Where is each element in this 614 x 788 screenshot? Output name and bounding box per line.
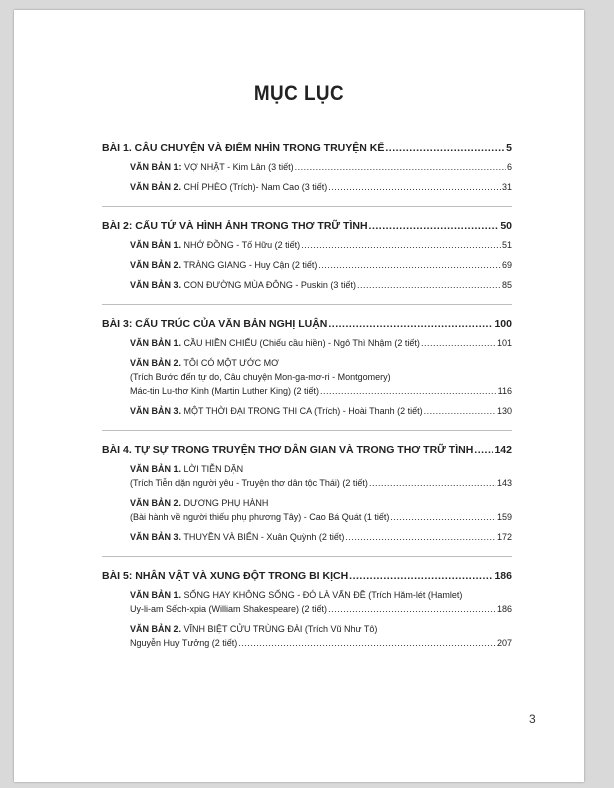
entry-title: SỐNG HAY KHÔNG SỐNG - ĐÓ LÀ VẤN ĐỀ (Trích Hăm-lét (Hamlet)	[181, 590, 463, 600]
toc-line-text	[130, 532, 344, 543]
document-page	[14, 10, 584, 782]
table-of-contents	[102, 142, 512, 662]
toc-line	[130, 358, 512, 369]
entry-label: VĂN BẢN 2.	[130, 182, 182, 192]
section-divider	[102, 304, 512, 305]
dot-leader	[301, 240, 501, 251]
dot-leader	[328, 318, 493, 331]
toc-page-number: 172	[496, 532, 512, 542]
toc-line	[130, 280, 512, 291]
toc-line-text: BÀI 2: CẤU TỨ VÀ HÌNH ẢNH TRONG THƠ TRỮ TÌNH	[102, 220, 368, 232]
toc-entry	[130, 162, 512, 173]
toc-line	[130, 182, 512, 193]
toc-page-number: 159	[496, 512, 512, 522]
dot-leader	[238, 638, 496, 649]
toc-page-number: 207	[496, 638, 512, 648]
section-divider	[102, 206, 512, 207]
dot-leader	[385, 142, 505, 155]
toc-page-number: 143	[496, 478, 512, 488]
toc-page-number: 31	[501, 182, 512, 192]
lesson-heading	[102, 318, 512, 331]
toc-entry	[130, 182, 512, 193]
toc-line-text	[130, 280, 356, 291]
entry-label: VĂN BẢN 2.	[130, 358, 182, 368]
toc-line-text: Uy-li-am Sếch-xpia (William Shakespeare) (2 tiết)	[130, 604, 328, 614]
toc-line-text	[130, 162, 294, 173]
toc-entry	[130, 338, 512, 349]
lesson-entries	[130, 590, 512, 649]
entry-title: TRÀNG GIANG - Huy Cận (2 tiết)	[181, 260, 318, 270]
toc-line	[130, 512, 512, 523]
entry-title: MỘT THỜI ĐẠI TRONG THI CA (Trích) - Hoài Thanh (2 tiết)	[181, 406, 423, 416]
toc-entry	[130, 358, 512, 397]
dot-leader	[369, 478, 496, 489]
toc-line-text	[130, 624, 377, 635]
toc-page-number: 5	[506, 142, 512, 154]
lesson-heading	[102, 444, 512, 457]
dot-leader	[424, 406, 496, 417]
lesson-heading	[102, 570, 512, 583]
toc-line	[130, 372, 512, 383]
dot-leader	[349, 570, 493, 583]
toc-line-text	[130, 406, 423, 417]
toc-line	[130, 338, 512, 349]
toc-line-text: BÀI 5: NHÂN VẬT VÀ XUNG ĐỘT TRONG BI KỊCH	[102, 570, 349, 582]
entry-title: VỢ NHẶT - Kim Lân (3 tiết)	[181, 162, 294, 172]
toc-page-number: 186	[494, 570, 512, 582]
toc-line-text	[130, 590, 462, 601]
toc-title: MỤC LỤC	[253, 82, 345, 105]
entry-label: VĂN BẢN 1.	[130, 338, 182, 348]
toc-line-text	[130, 498, 268, 509]
toc-line	[130, 638, 512, 649]
entry-label: VĂN BẢN 2.	[130, 624, 182, 634]
toc-page-number: 69	[501, 260, 512, 270]
entry-title: VĨNH BIỆT CỬU TRÙNG ĐÀI (Trích Vũ Như Tô)	[181, 624, 378, 634]
toc-page-number: 142	[494, 444, 512, 456]
dot-leader	[421, 338, 496, 349]
toc-entry	[130, 624, 512, 649]
dot-leader	[318, 260, 501, 271]
toc-line-text: Nguyễn Huy Tưởng (2 tiết)	[130, 638, 238, 648]
toc-line	[130, 604, 512, 615]
section-divider	[102, 556, 512, 557]
toc-entry	[130, 260, 512, 271]
toc-entry	[130, 280, 512, 291]
toc-entry	[130, 498, 512, 523]
toc-line-text: (Bài hành về người thiếu phụ phương Tây) - Cao Bá Quát (1 tiết)	[130, 512, 390, 522]
page-number: 3	[529, 712, 536, 726]
dot-leader	[369, 220, 500, 233]
toc-line	[130, 532, 512, 543]
entry-label: VĂN BẢN 1.	[130, 464, 182, 474]
dot-leader	[328, 604, 496, 615]
toc-line-text: Mác-tin Lu-thơ Kinh (Martin Luther King) (2 tiết)	[130, 386, 319, 396]
toc-line	[130, 240, 512, 251]
toc-line-text	[130, 358, 279, 369]
toc-line-text: (Trích Bước đến tự do, Câu chuyện Mon-ga-mơ-ri - Montgomery)	[130, 372, 391, 382]
entry-title: CHÍ PHÈO (Trích)- Nam Cao (3 tiết)	[181, 182, 328, 192]
toc-page-number: 51	[501, 240, 512, 250]
toc-page-number: 101	[496, 338, 512, 348]
lesson-heading	[102, 220, 512, 233]
toc-page-number: 100	[494, 318, 512, 330]
toc-entry	[130, 532, 512, 543]
toc-page-number: 50	[500, 220, 512, 232]
toc-line	[102, 318, 512, 331]
toc-page-number: 85	[501, 280, 512, 290]
toc-page-number: 130	[496, 406, 512, 416]
toc-line	[102, 444, 512, 457]
toc-line	[130, 478, 512, 489]
toc-line	[102, 220, 512, 233]
lesson-entries	[130, 162, 512, 193]
toc-line-text	[130, 464, 243, 475]
entry-title: CẦU HIỀN CHIẾU (Chiếu cầu hiền) - Ngô Thì Nhậm (2 tiết)	[181, 338, 420, 348]
dot-leader	[328, 182, 501, 193]
toc-entry	[130, 240, 512, 251]
toc-line	[130, 498, 512, 509]
entry-label: VĂN BẢN 2.	[130, 498, 182, 508]
toc-page-number: 186	[496, 604, 512, 614]
entry-label: VĂN BẢN 1.	[130, 240, 182, 250]
toc-line-text: BÀI 1. CÂU CHUYỆN VÀ ĐIỂM NHÌN TRONG TRUYỆN KỂ	[102, 142, 385, 154]
lesson-entries	[130, 338, 512, 417]
entry-label: VĂN BẢN 3.	[130, 532, 182, 542]
toc-line-text	[130, 260, 317, 271]
dot-leader	[390, 512, 496, 523]
toc-entry	[130, 590, 512, 615]
toc-page-number: 6	[506, 162, 512, 172]
toc-line	[130, 260, 512, 271]
entry-title: THUYỀN VÀ BIỂN - Xuân Quỳnh (2 tiết)	[181, 532, 345, 542]
toc-line	[130, 386, 512, 397]
entry-label: VĂN BẢN 3.	[130, 406, 182, 416]
toc-line	[130, 406, 512, 417]
entry-title: NHỚ ĐỒNG - Tố Hữu (2 tiết)	[181, 240, 301, 250]
dot-leader	[295, 162, 506, 173]
toc-line-text: BÀI 3: CẤU TRÚC CỦA VĂN BẢN NGHỊ LUẬN	[102, 318, 328, 330]
section-divider	[102, 430, 512, 431]
toc-line	[102, 570, 512, 583]
toc-entry	[130, 464, 512, 489]
toc-line-text	[130, 338, 420, 349]
entry-title: LỜI TIỄN DẶN	[181, 464, 244, 474]
toc-line	[130, 162, 512, 173]
dot-leader	[320, 386, 497, 397]
lesson-heading	[102, 142, 512, 155]
lesson-entries	[130, 240, 512, 291]
toc-line-text: BÀI 4. TỰ SỰ TRONG TRUYỆN THƠ DÂN GIAN VÀ TRONG THƠ TRỮ TÌNH	[102, 444, 474, 456]
entry-title: CON ĐƯỜNG MÙA ĐÔNG - Puskin (3 tiết)	[181, 280, 356, 290]
dot-leader	[345, 532, 496, 543]
toc-line-text: (Trích Tiễn dặn người yêu - Truyện thơ dân tộc Thái) (2 tiết)	[130, 478, 368, 488]
entry-title: TÔI CÓ MỘT ƯỚC MƠ	[181, 358, 279, 368]
toc-page-number: 116	[497, 386, 512, 396]
entry-label: VĂN BẢN 2.	[130, 260, 182, 270]
toc-line	[130, 624, 512, 635]
toc-line	[130, 590, 512, 601]
toc-line-text	[130, 182, 327, 193]
lesson-entries	[130, 464, 512, 543]
toc-line	[102, 142, 512, 155]
entry-label: VĂN BẢN 1:	[130, 162, 182, 172]
entry-label: VĂN BẢN 1.	[130, 590, 182, 600]
dot-leader	[357, 280, 501, 291]
toc-line-text	[130, 240, 300, 251]
toc-line	[130, 464, 512, 475]
entry-label: VĂN BẢN 3.	[130, 280, 182, 290]
entry-title: DƯƠNG PHỤ HÀNH	[181, 498, 269, 508]
dot-leader	[474, 444, 493, 457]
toc-entry	[130, 406, 512, 417]
